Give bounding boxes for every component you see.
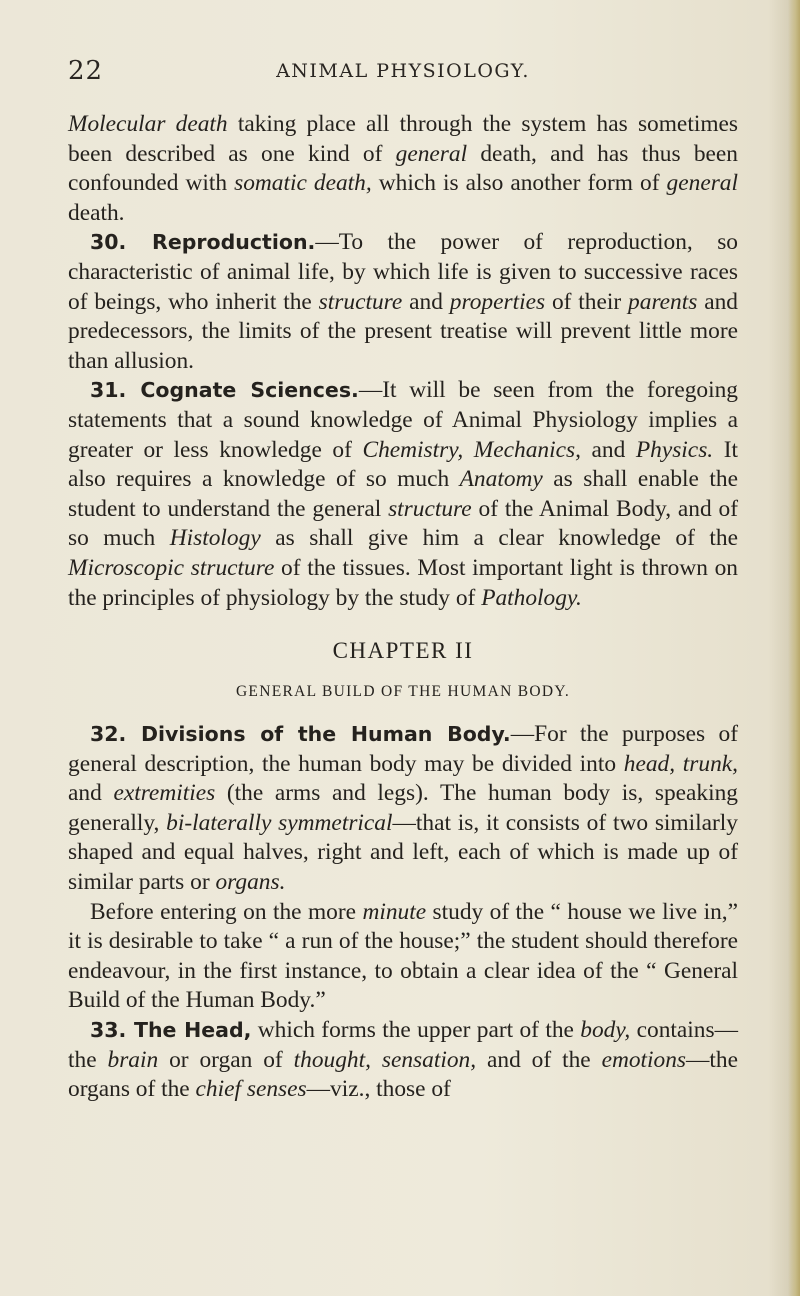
section-heading: 33. The Head, (90, 1018, 252, 1043)
page-edge (788, 0, 800, 1296)
section-heading: 30. Reproduction. (90, 230, 316, 255)
body-text (68, 110, 738, 1105)
paragraph-molecular-death: Molecular death taking place all through the system has sometimes been described as one kind of general death, and has thus been confounded with somatic death, which is also another form of general death. (68, 111, 738, 226)
paragraph-30-reproduction: 30. Reproduction.—To the power of reproduction, so characteristic of animal life, by which life is given to successive races of beings, who inherit the structure and properties of their parents and predecessors, the limits of the present treatise will prevent little more than allusion. (68, 229, 739, 374)
paragraph-before-entering: Before entering on the more minute study of the “ house we live in,” it is desirable to take “ a run of the house;” the student should therefore endeavour, in the first instance, to obtain a clear idea of the “ General Build of the Human Body.” (68, 898, 738, 1014)
paragraph-31-cognate-sciences: 31. Cognate Sciences.—It will be seen from the foregoing statements that a sound knowledge of Animal Physiology implies a greater or less knowledge of Chemistry, Mechanics, and Physics. It also requires a knowledge of so much Anatomy as shall enable the student to understand the general structure of the Animal Body, and of so much Histology as shall give him a clear knowledge of the Microscopic structure of the tissues. Most important light is thrown on the principles of physiology by the study of Pathology. (68, 377, 739, 611)
section-heading: 31. Cognate Sciences. (90, 378, 359, 403)
page-header (68, 56, 738, 92)
running-title: ANIMAL PHYSIOLOGY. (276, 60, 530, 82)
chapter-subtitle: GENERAL BUILD OF THE HUMAN BODY. (235, 683, 571, 701)
page-number: 22 (68, 56, 104, 86)
section-heading: 32. Divisions of the Human Body. (90, 722, 511, 747)
paragraph-33-head: 33. The Head, which forms the upper part of the body, contains—the brain or organ of thought, sensation, and of the emotions—the organs of the chief senses—viz., those of (68, 1017, 738, 1103)
paragraph-32-divisions: 32. Divisions of the Human Body.—For the purposes of general description, the human body may be divided into head, trunk, and extremities (the arms and legs). The human body is, speaking generally, bi-laterally symmetrical—that is, it consists of two similarly shaped and equal halves, right and left, each of which is made up of similar parts or organs. (68, 721, 739, 896)
chapter-title: CHAPTER II (332, 638, 474, 664)
